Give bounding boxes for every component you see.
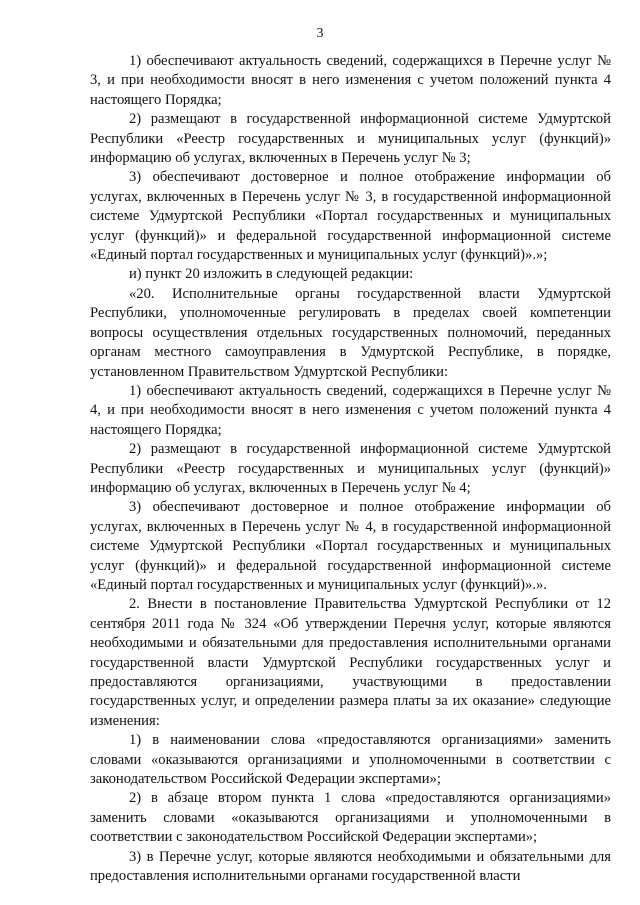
paragraph: 1) обеспечивают актуальность сведений, содержащихся в Перечне услуг № 4, и при необходимости вносят в него изменения с учетом положений пункта 4 настоящего Порядка; <box>90 382 611 438</box>
paragraph: 2) размещают в государственной информационной системе Удмуртской Республики «Реестр государственных и муниципальных услуг (функций)» информацию об услугах, включенных в Перечень услуг № 4; <box>90 441 611 496</box>
paragraph: «20. Исполнительные органы государственной власти Удмуртской Республики, уполномоченные регулировать в пределах своей компетенции вопросы осуществления отдельных государственных полномочий, переданных органам местного самоуправления в Удмуртской Республике, в порядке, установленном Правительством Удмуртской Республики: <box>90 285 611 380</box>
document-body <box>90 52 611 886</box>
paragraph: 2. Внести в постановление Правительства Удмуртской Республики от 12 сентября 2011 года № 324 «Об утверждении Перечня услуг, которые являются необходимыми и обязательными для предоставления исполнительными органами государственной власти Удмуртской Республики государственных услуг и предоставляются организациями, участвующими в предоставлении государственных услуг, и определении размера платы за их оказание» следующие изменения: <box>90 596 611 729</box>
paragraph: 1) обеспечивают актуальность сведений, содержащихся в Перечне услуг № 3, и при необходимости вносят в него изменения с учетом положений пункта 4 настоящего Порядка; <box>90 53 611 108</box>
page-number: 3 <box>316 26 324 41</box>
paragraph: и) пункт 20 изложить в следующей редакции: <box>129 266 414 283</box>
paragraph: 3) в Перечне услуг, которые являются необходимыми и обязательными для предоставления исполнительными органами государственной власти <box>90 848 611 885</box>
paragraph: 3) обеспечивают достоверное и полное отображение информации об услугах, включенных в Перечень услуг № 4, в государственной информационной системе Удмуртской Республики «Портал государственных и муниципальных услуг (функций)» и федеральной государственной информационной системе «Единый портал государственных и муниципальных услуг (функций)».». <box>90 499 611 593</box>
paragraph: 2) размещают в государственной информационной системе Удмуртской Республики «Реестр государственных и муниципальных услуг (функций)» информацию об услугах, включенных в Перечень услуг № 3; <box>90 111 611 167</box>
paragraph: 2) в абзаце втором пункта 1 слова «предоставляются организациями» заменить словами «оказываются организациями и уполномоченными в соответствии с законодательством Российской Федерации экспертами»; <box>90 790 611 846</box>
paragraph: 3) обеспечивают достоверное и полное отображение информации об услугах, включенных в Перечень услуг № 3, в государственной информационной системе Удмуртской Республики «Портал государственных и муниципальных услуг (функций)» и федеральной государственной информационной системе «Единый портал государственных и муниципальных услуг (функций)».»; <box>90 169 611 264</box>
paragraph: 1) в наименовании слова «предоставляются организациями» заменить словами «оказываются организациями и уполномоченными в соответствии с законодательством Российской Федерации экспертами»; <box>90 732 611 788</box>
